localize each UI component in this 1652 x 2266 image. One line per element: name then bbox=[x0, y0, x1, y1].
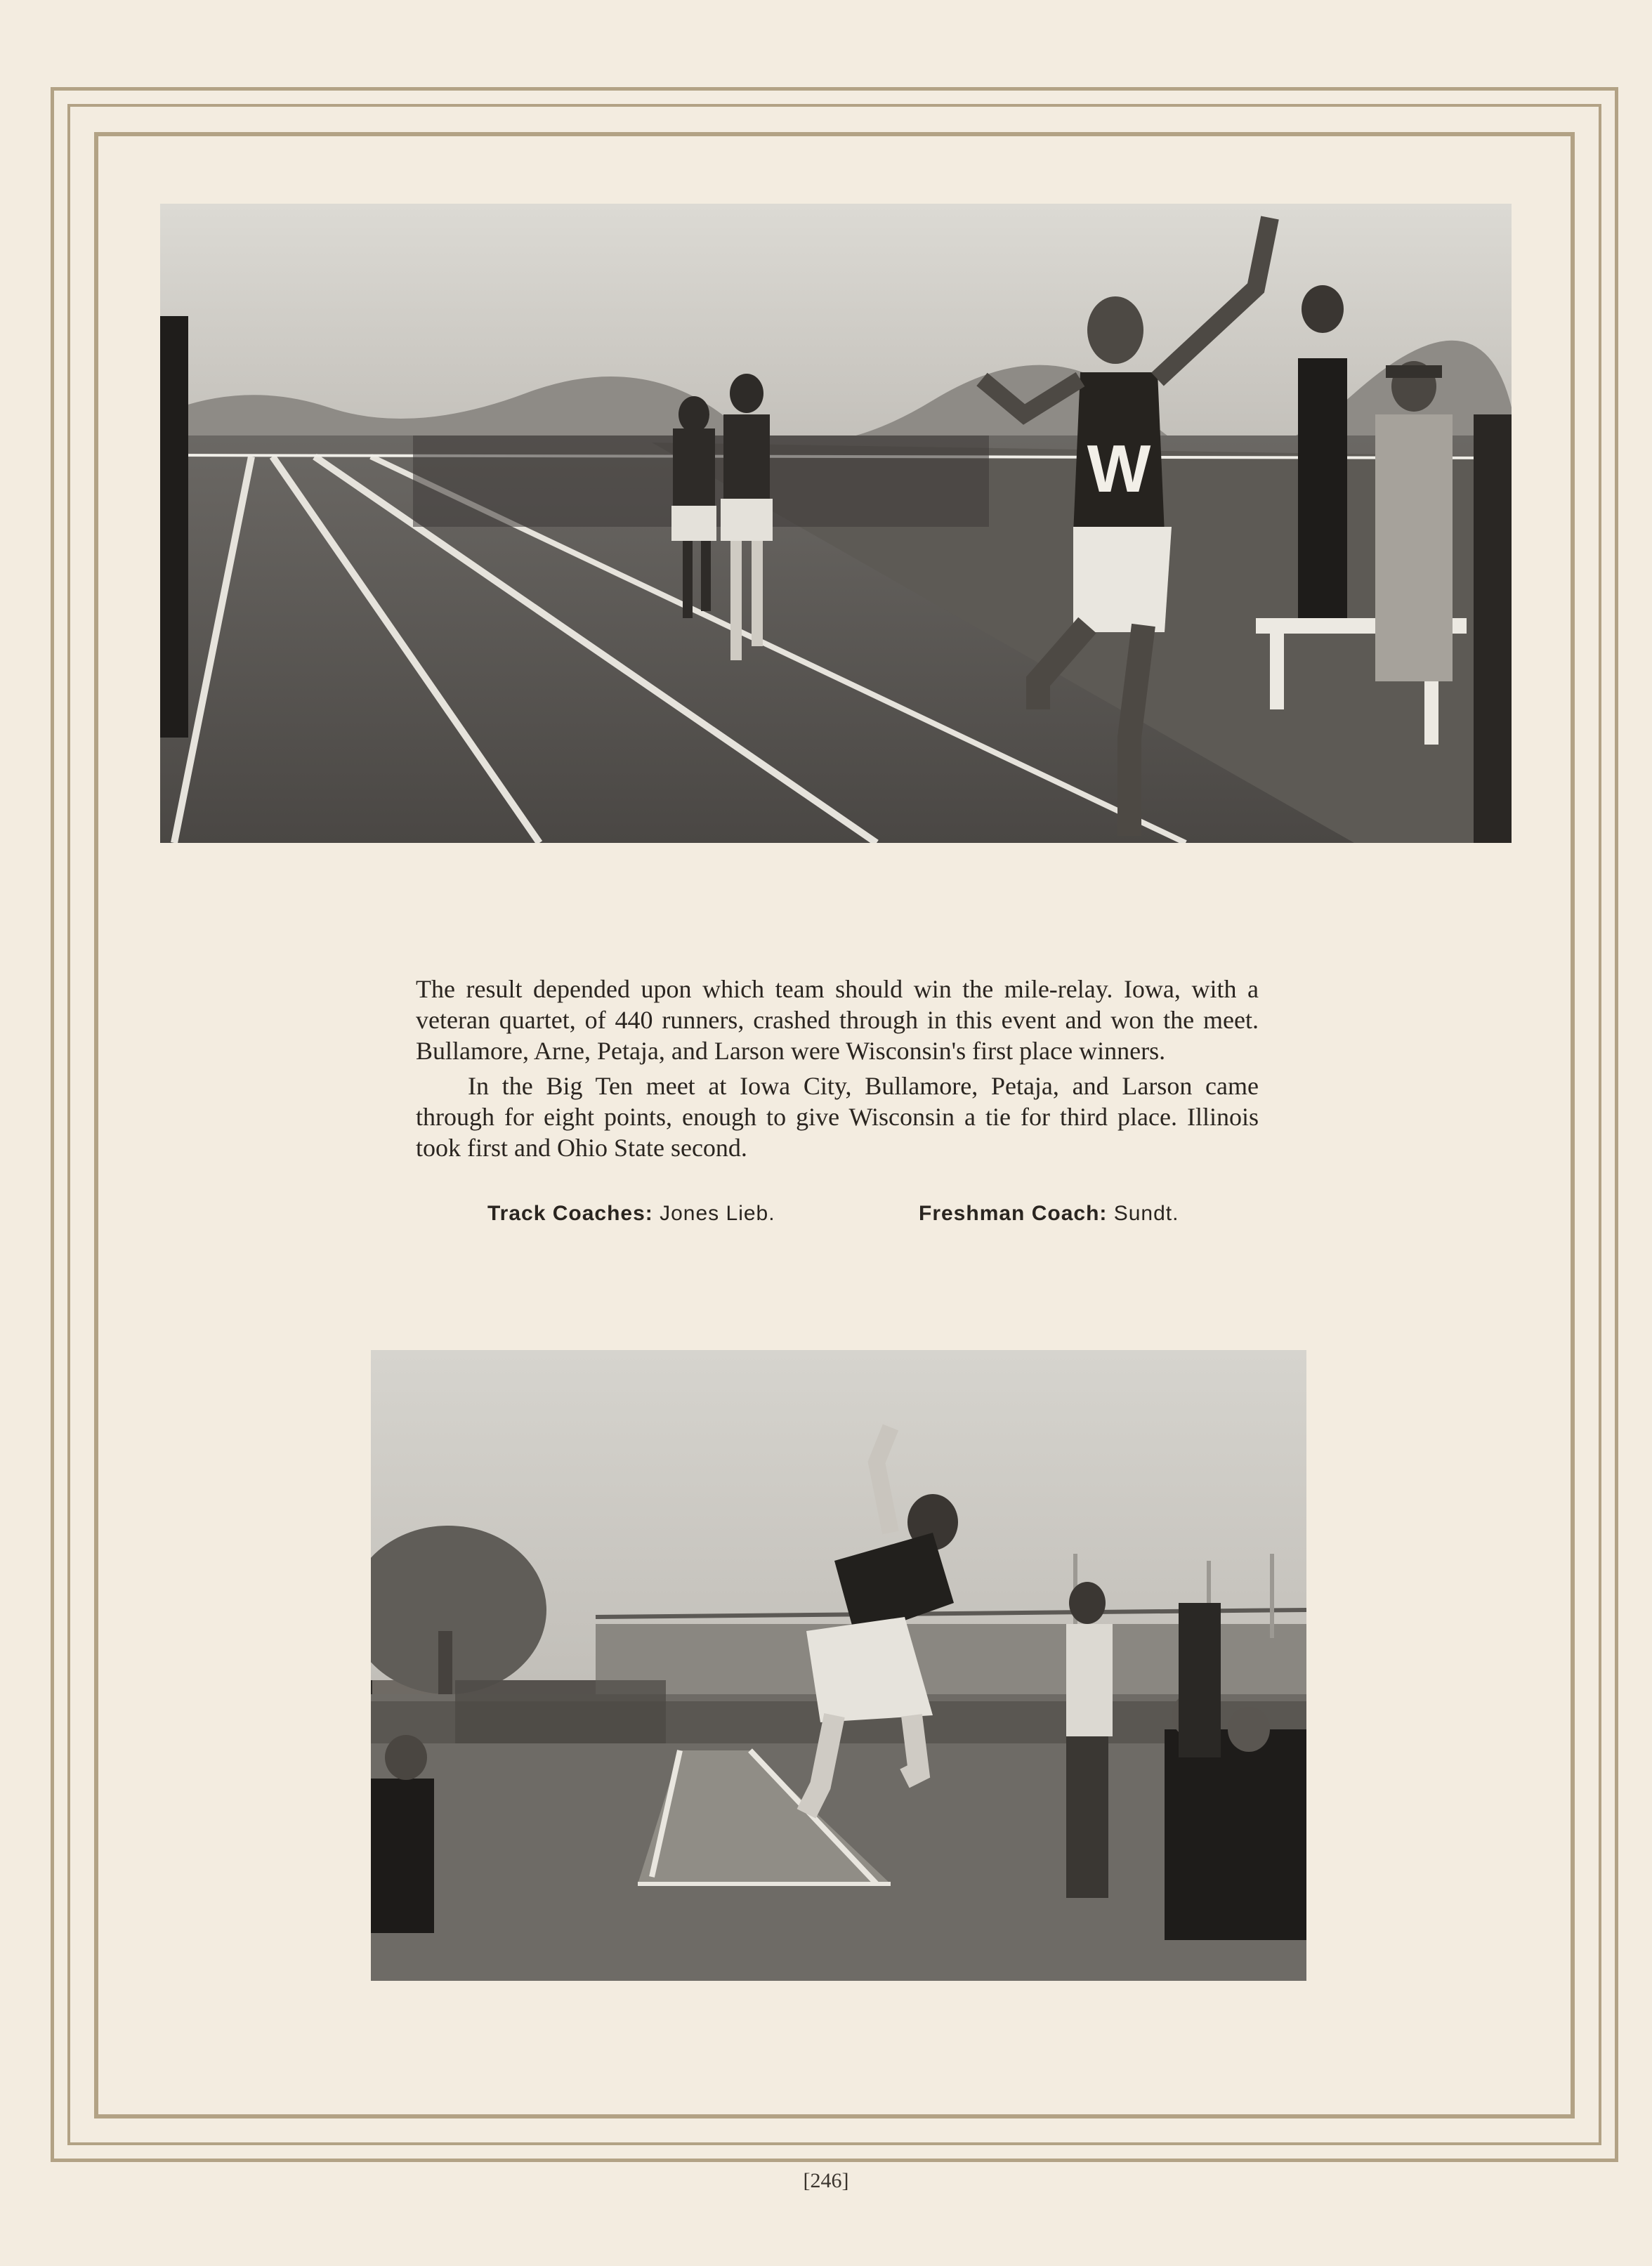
long-jump-photo bbox=[371, 1350, 1306, 1981]
freshman-coach-label: Freshman Coach: bbox=[919, 1202, 1108, 1225]
page-number: [246] bbox=[803, 2169, 849, 2192]
article-paragraph-1: The result depended upon which team should win the mile-relay. Iowa, with a veteran quartet, of 440 runners, crashed through in this event and won the meet. Bullamore, Arne, Petaja, and Larson were Wisconsin's first place winners. bbox=[416, 975, 1259, 1065]
freshman-coach-names: Sundt. bbox=[1113, 1202, 1179, 1225]
relay-finish-photo bbox=[160, 204, 1512, 843]
track-coaches-names: Jones Lieb. bbox=[660, 1202, 775, 1225]
freshman-coach-credit bbox=[919, 1201, 1179, 1226]
article-text bbox=[416, 974, 1259, 1163]
track-coaches-label: Track Coaches: bbox=[487, 1202, 653, 1225]
article-paragraph-2: In the Big Ten meet at Iowa City, Bullamore, Petaja, and Larson came through for eight points, enough to give Wisconsin a tie for third place. Illinois took first and Ohio State second. bbox=[416, 1072, 1259, 1162]
track-coaches-credit bbox=[487, 1201, 775, 1226]
jersey-letter: W bbox=[1087, 431, 1151, 506]
